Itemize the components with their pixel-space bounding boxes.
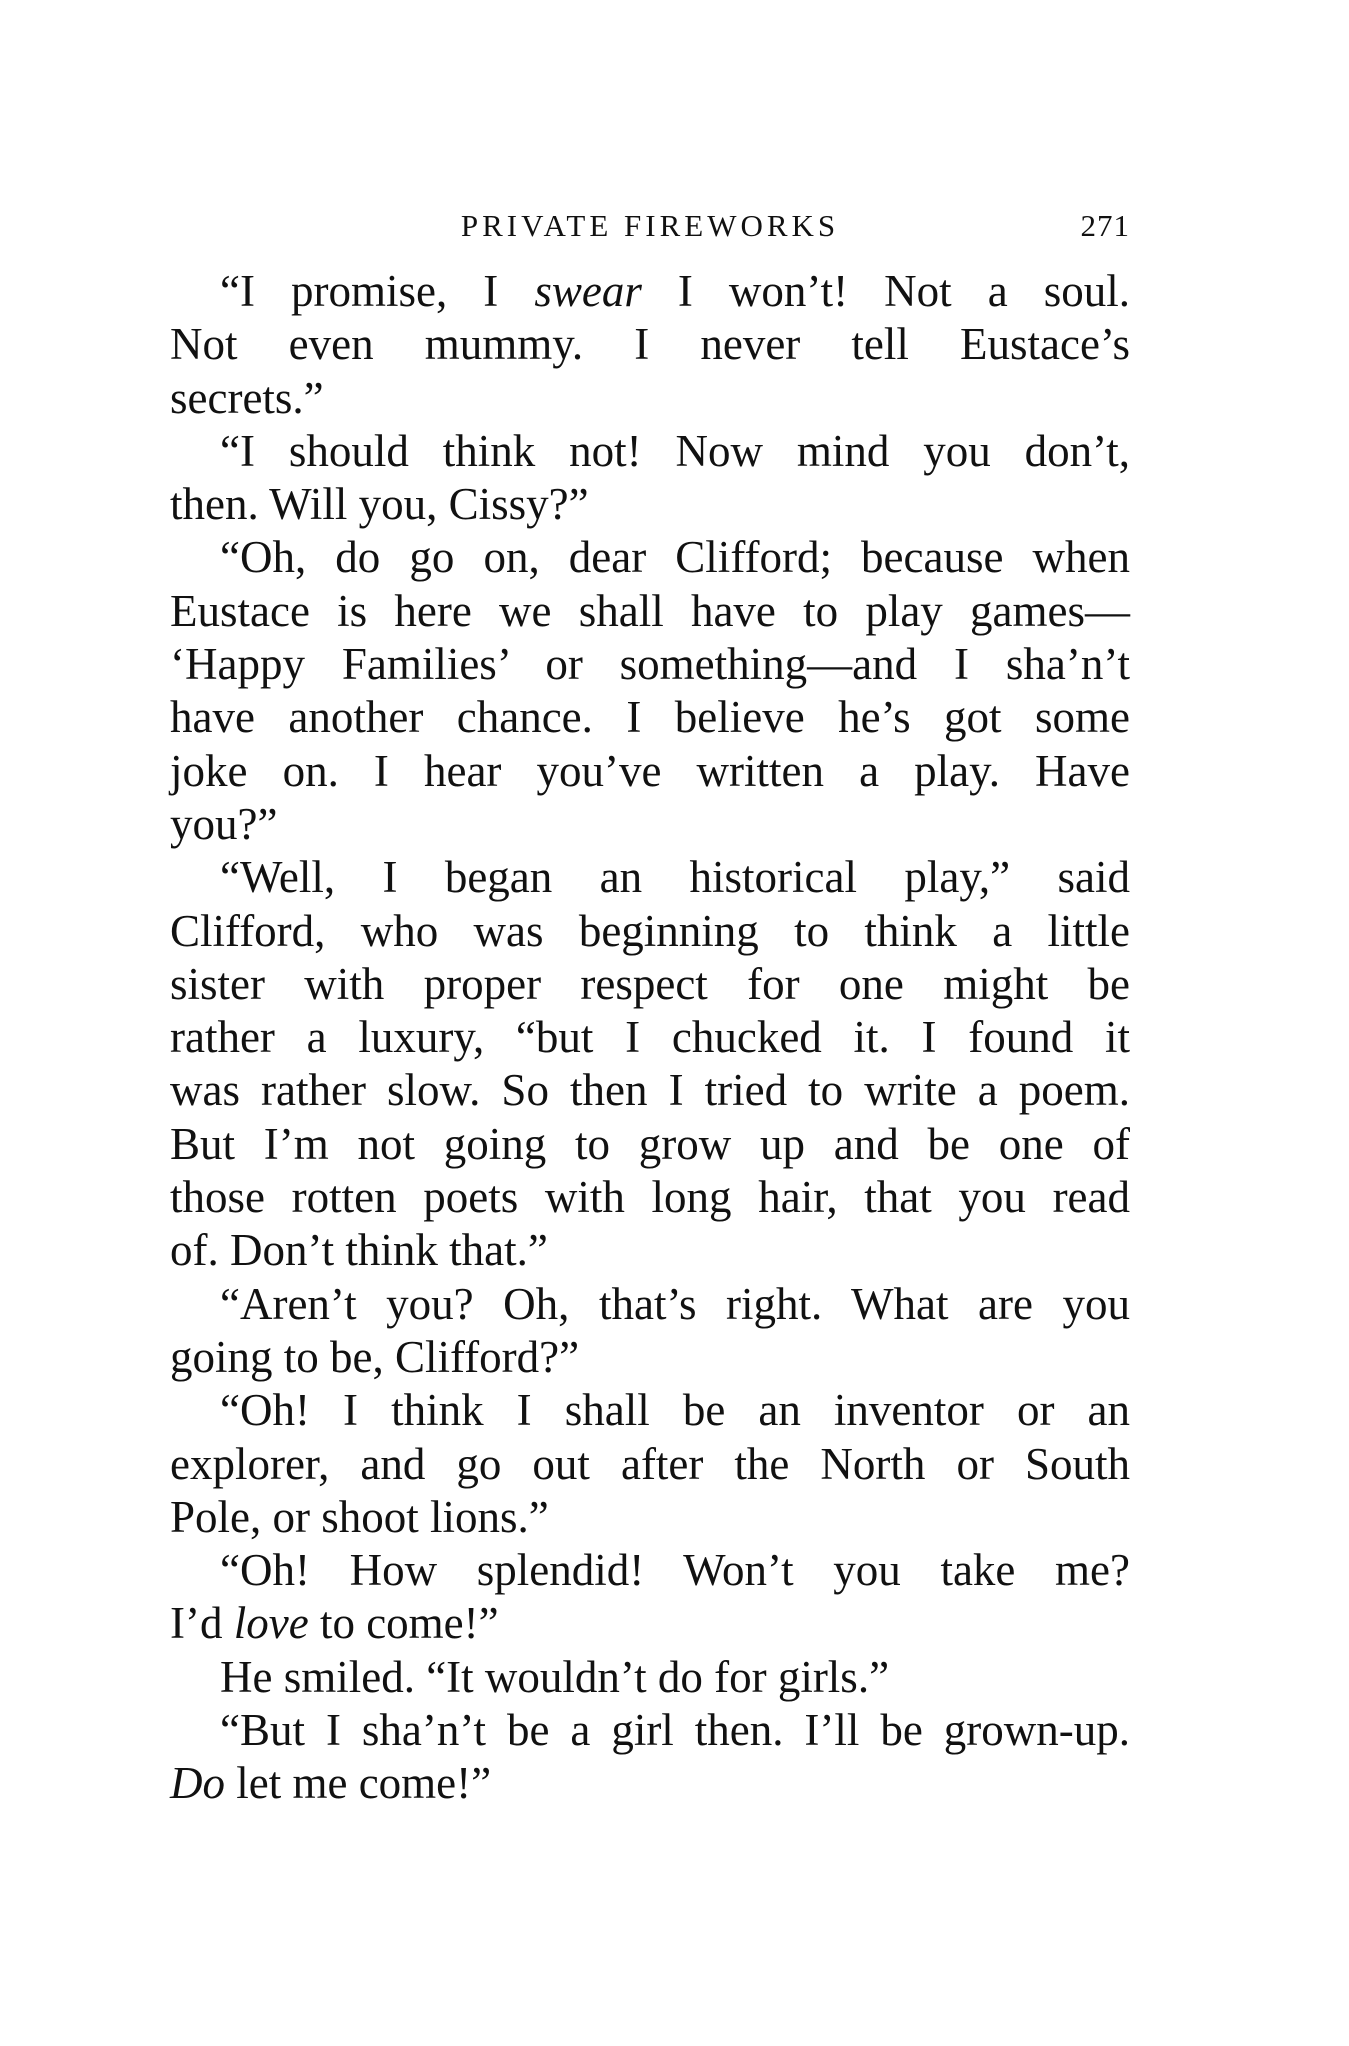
italic-text: swear: [534, 266, 642, 316]
text-line: secrets.”: [170, 372, 324, 423]
paragraph: [170, 425, 1130, 532]
running-head: [170, 208, 1130, 248]
text-line: “But I sha’n’t be a girl then. I’ll be grown-up.: [220, 1705, 1130, 1756]
text-line: “Oh! I think I shall be an inventor or an: [220, 1385, 1130, 1436]
text-line: He smiled. “It wouldn’t do for girls.”: [220, 1651, 890, 1702]
paragraph: [170, 851, 1130, 1277]
text-line: But I’m not going to grow up and be one of: [170, 1118, 1130, 1169]
paragraph: [170, 1704, 1130, 1811]
text-line: explorer, and go out after the North or South: [170, 1438, 1130, 1489]
text-line: ‘Happy Families’ or something—and I sha’n’t: [170, 639, 1130, 690]
text-line: Eustace is here we shall have to play games—: [170, 585, 1130, 636]
text-line: “I promise, I swear I won’t! Not a soul.: [220, 266, 1130, 316]
text-line: “Oh, do go on, dear Clifford; because when: [220, 532, 1130, 583]
text-line: rather a luxury, “but I chucked it. I found it: [170, 1012, 1130, 1063]
body-text: [170, 265, 1130, 1811]
text-line: Pole, or shoot lions.”: [170, 1491, 549, 1542]
text-line: going to be, Clifford?”: [170, 1331, 580, 1382]
paragraph: [170, 265, 1130, 425]
text-line: “I should think not! Now mind you don’t,: [220, 425, 1130, 476]
page-number: 271: [1080, 208, 1130, 243]
text-line: Do let me come!”: [170, 1758, 492, 1809]
text-line: “Oh! How splendid! Won’t you take me?: [220, 1545, 1130, 1596]
paragraph: [170, 1651, 1130, 1704]
paragraph: [170, 1278, 1130, 1385]
text-line: “Well, I began an historical play,” said: [220, 852, 1130, 903]
text-line: Clifford, who was beginning to think a little: [170, 905, 1130, 956]
text-line: was rather slow. So then I tried to write a poem.: [170, 1065, 1130, 1116]
text-line: of. Don’t think that.”: [170, 1225, 548, 1276]
italic-text: Do: [170, 1758, 225, 1809]
italic-text: love: [233, 1598, 309, 1649]
text-line: you?”: [170, 798, 278, 849]
text-line: Not even mummy. I never tell Eustace’s: [170, 319, 1130, 370]
paragraph: [170, 531, 1130, 851]
text-line: I’d love to come!”: [170, 1598, 499, 1649]
paragraph: [170, 1544, 1130, 1651]
text-line: those rotten poets with long hair, that you read: [170, 1172, 1130, 1223]
text-line: sister with proper respect for one might be: [170, 958, 1130, 1009]
text-line: then. Will you, Cissy?”: [170, 479, 589, 530]
text-line: have another chance. I believe he’s got some: [170, 692, 1130, 743]
running-title: PRIVATE FIREWORKS: [460, 208, 840, 243]
text-line: “Aren’t you? Oh, that’s right. What are you: [220, 1278, 1130, 1329]
text-line: joke on. I hear you’ve written a play. Have: [170, 745, 1130, 796]
paragraph: [170, 1384, 1130, 1544]
